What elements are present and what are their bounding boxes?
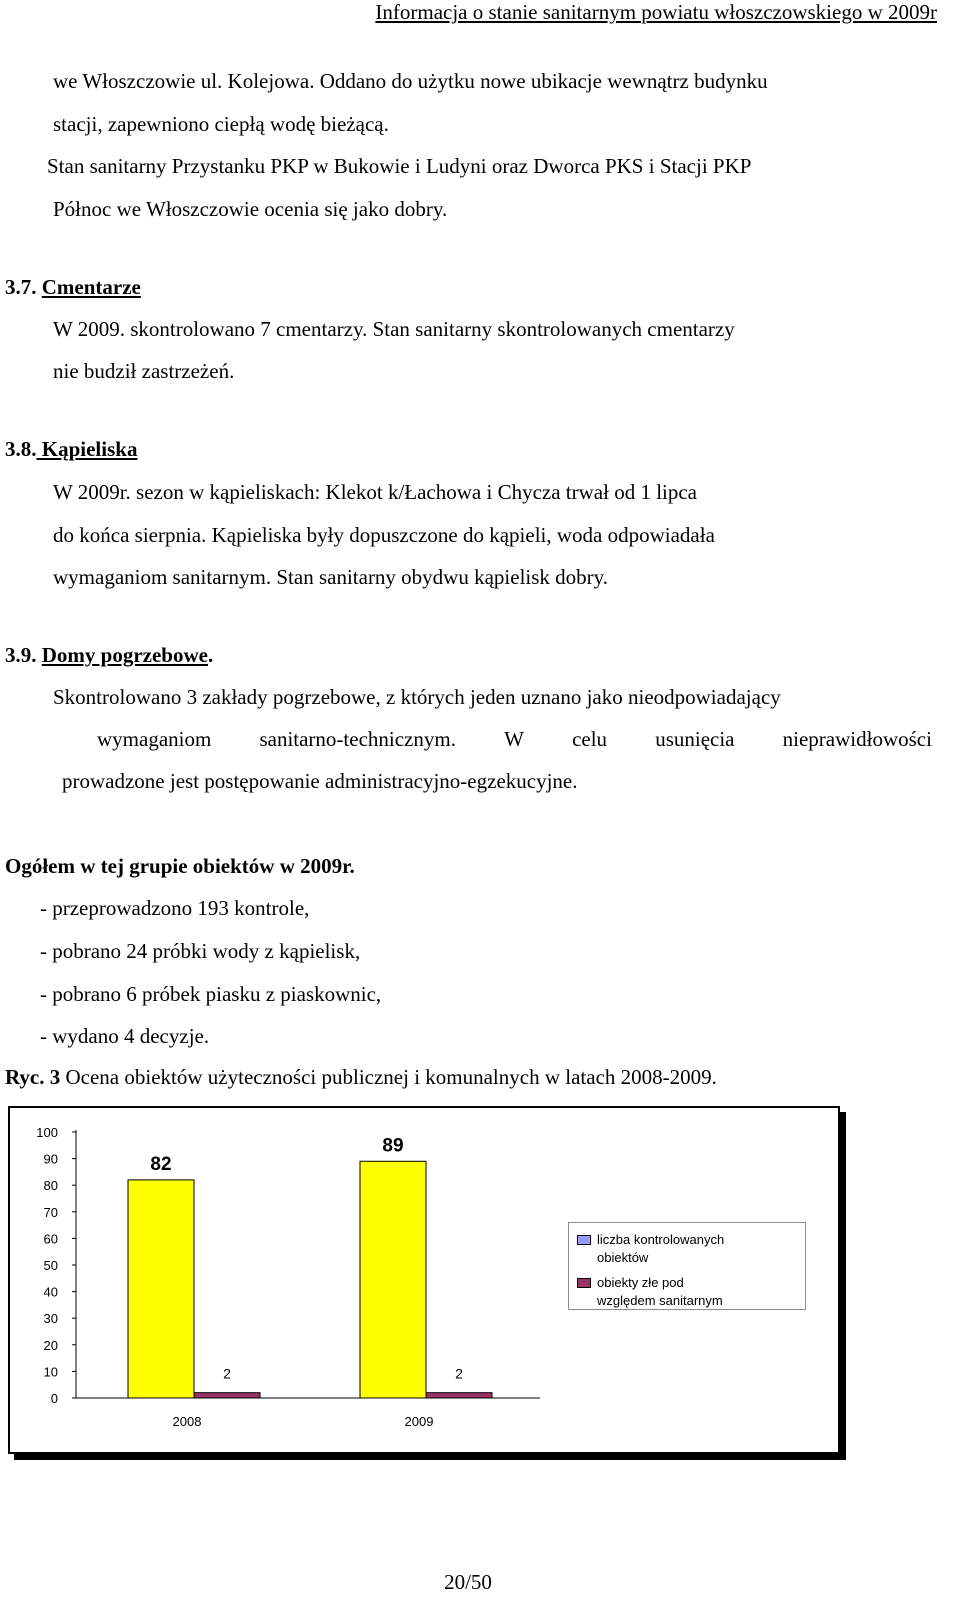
legend-swatch (577, 1235, 591, 1245)
paragraph-line-justified (97, 727, 932, 752)
word: usunięcia (655, 727, 735, 751)
legend-swatch (577, 1278, 591, 1288)
paragraph-line: Skontrolowano 3 zakłady pogrzebowe, z których jeden uznano jako nieodpowiadający (53, 685, 781, 709)
y-tick-label: 40 (43, 1284, 58, 1300)
legend-label: obiekty złe pod względem sanitarnym (597, 1275, 723, 1308)
y-tick-label: 30 (43, 1311, 58, 1327)
section-title-suffix: . (207, 643, 214, 667)
word: celu (572, 727, 608, 751)
y-tick-label: 70 (43, 1204, 58, 1220)
paragraph-line: do końca sierpnia. Kąpieliska były dopuszczone do kąpieli, woda odpowiadała (53, 523, 715, 547)
summary-heading: Ogółem w tej grupie obiektów w 2009r. (5, 854, 355, 878)
paragraph-line: Północ we Włoszczowie ocenia się jako dobry. (53, 197, 448, 221)
paragraph-line: Stan sanitarny Przystanku PKP w Bukowie i Ludyni oraz Dworca PKS i Stacji PKP (47, 154, 752, 178)
word: W (504, 727, 524, 751)
summary-item: - pobrano 6 próbek piasku z piaskownic, (40, 982, 382, 1006)
paragraph-line: prowadzone jest postępowanie administracyjno-egzekucyjne. (62, 769, 578, 793)
x-tick-label: 2008 (172, 1414, 202, 1429)
data-label: 82 (150, 1153, 172, 1175)
x-tick-label: 2009 (404, 1414, 434, 1429)
word: nieprawidłowości (782, 727, 932, 751)
section-number: 3.9. (5, 643, 37, 667)
paragraph-line: W 2009r. sezon w kąpieliskach: Klekot k/Łachowa i Chycza trwał od 1 lipca (53, 480, 698, 504)
y-tick-label: 80 (43, 1178, 58, 1194)
section-heading-domy-pogrzebowe (5, 643, 213, 668)
bar-series1-2009 (360, 1161, 426, 1398)
figure-label: Ryc. 3 (5, 1065, 61, 1089)
page-number: 20/50 (444, 1570, 492, 1594)
page-header-title: Informacja o stanie sanitarnym powiatu włoszczowskiego w 2009r (375, 0, 937, 24)
y-tick-label: 20 (43, 1337, 58, 1353)
data-label: 2 (455, 1365, 463, 1382)
paragraph-line: we Włoszczowie ul. Kolejowa. Oddano do użytku nowe ubikacje wewnątrz budynku (53, 69, 768, 93)
legend-entry (577, 1231, 747, 1267)
section-number: 3.7. (5, 275, 37, 299)
paragraph-line: stacji, zapewniono ciepłą wodę bieżącą. (53, 112, 389, 136)
summary-item: - wydano 4 decyzje. (40, 1024, 210, 1048)
figure-caption (5, 1065, 717, 1090)
paragraph-line: W 2009. skontrolowano 7 cmentarzy. Stan sanitarny skontrolowanych cmentarzy (53, 317, 735, 341)
y-tick-label: 100 (36, 1125, 58, 1140)
section-number: 3.8. (5, 437, 37, 461)
bar-series2-2008 (194, 1393, 260, 1398)
legend-entry (577, 1274, 747, 1310)
legend-label: liczba kontrolowanych obiektów (597, 1232, 725, 1265)
bar-chart (8, 1106, 840, 1454)
y-tick-label: 90 (43, 1151, 58, 1167)
word: wymaganiom (97, 727, 212, 751)
section-heading-kapieliska (5, 437, 137, 462)
section-heading-cmentarze (5, 275, 141, 300)
data-label: 2 (223, 1365, 231, 1382)
summary-item: - pobrano 24 próbki wody z kąpielisk, (40, 939, 361, 963)
bar-series1-2008 (128, 1180, 194, 1398)
section-title: Cmentarze (41, 275, 141, 299)
paragraph-line: nie budził zastrzeżeń. (53, 359, 235, 383)
y-tick-label: 0 (50, 1391, 58, 1406)
y-tick-label: 60 (43, 1231, 58, 1247)
y-tick-label: 10 (43, 1364, 58, 1380)
chart-legend (568, 1222, 806, 1310)
summary-item: - przeprowadzono 193 kontrole, (40, 896, 310, 920)
bar-series2-2009 (426, 1393, 492, 1398)
y-tick-label: 50 (43, 1258, 58, 1273)
data-label: 89 (382, 1135, 404, 1157)
figure-caption-text: Ocena obiektów użyteczności publicznej i komunalnych w latach 2008-2009. (60, 1065, 717, 1089)
section-title: Domy pogrzebowe (41, 643, 208, 667)
section-title: Kąpieliska (36, 437, 138, 461)
word: sanitarno-technicznym. (259, 727, 456, 751)
paragraph-line: wymaganiom sanitarnym. Stan sanitarny obydwu kąpielisk dobry. (53, 565, 609, 589)
